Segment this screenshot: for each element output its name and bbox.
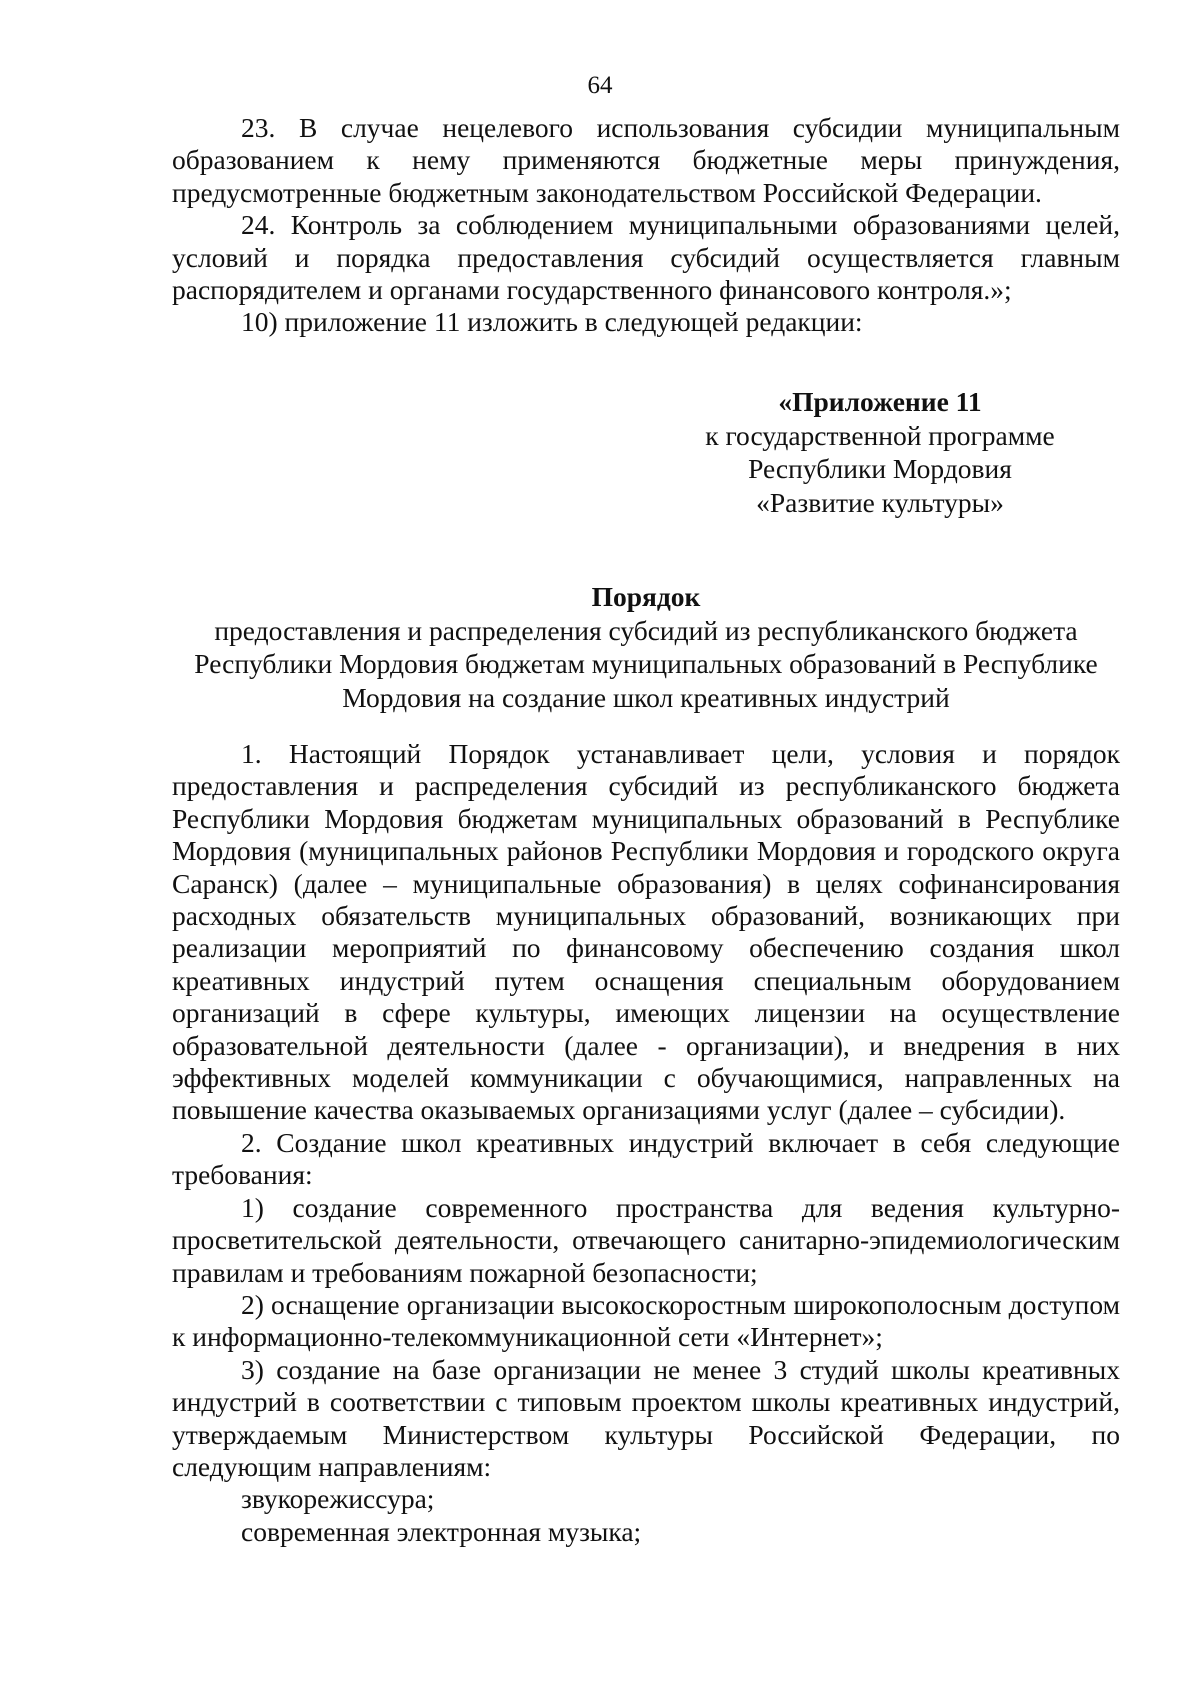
appendix-line-3: «Развитие культуры» <box>756 486 1004 518</box>
requirement-3: 3) создание на базе организации не менее 3 студий школы креативных индустрий в соответствии с типовым проектом школы креативных индустрий, утверждаемым Министерством культуры Российской Федерации, по следующим направлениям: <box>172 1353 1120 1482</box>
paragraph-10-appendix-note: 10) приложение 11 изложить в следующей редакции: <box>241 306 863 338</box>
direction-item: звукорежиссура; <box>241 1483 435 1515</box>
paragraph-23: 23. В случае нецелевого использования субсидии муниципальным образованием к нему применяются бюджетные меры принуждения, предусмотренные бюджетным законодательством Российской Федерации. <box>172 112 1120 208</box>
requirement-2: 2) оснащение организации высокоскоростным широкополосным доступом к информационно-телекоммуникационной сети «Интернет»; <box>172 1288 1120 1353</box>
paragraph-24: 24. Контроль за соблюдением муниципальными образованиями целей, условий и порядка предоставления субсидий осуществляется главным распорядителем и органами государственного финансового контроля.»; <box>172 209 1120 306</box>
document-subtitle-line-2: Республики Мордовия бюджетам муниципальных образований в Республике <box>194 648 1098 679</box>
appendix-title: «Приложение 11 <box>778 386 982 417</box>
appendix-line-1: к государственной программе <box>705 419 1055 451</box>
paragraph-2: 2. Создание школ креативных индустрий включает в себя следующие требования: <box>172 1126 1120 1191</box>
requirement-1: 1) создание современного пространства для ведения культурно-просветительской деятельности, отвечающего санитарно-эпидемиологическим правилам и требованиям пожарной безопасности; <box>172 1191 1120 1288</box>
paragraph-1: 1. Настоящий Порядок устанавливает цели, условия и порядок предоставления и распределения субсидий из республиканского бюджета Республики Мордовия бюджетам муниципальных образований в Республике Мордовия (муниципальных районов Республики Мордовия и городского округа Саранск) (далее – муниципальные образования) в целях софинансирования расходных обязательств муниципальных образований, возникающих при реализации мероприятий по финансовому обеспечению создания школ креативных индустрий путем оснащения специальным оборудованием организаций в сфере культуры, имеющих лицензии на осуществление образовательной деятельности (далее - организации), и внедрения в них эффективных моделей коммуникации с обучающимися, направленных на повышение качества оказываемых организациями услуг (далее – субсидии). <box>172 738 1120 1126</box>
document-title-block <box>172 580 1120 714</box>
document-title: Порядок <box>591 581 701 612</box>
page-number: 64 <box>587 72 613 99</box>
main-body <box>172 738 1120 1548</box>
intro-section <box>172 112 1120 339</box>
direction-item: современная электронная музыка; <box>241 1515 642 1547</box>
appendix-line-2: Республики Мордовия <box>748 453 1012 484</box>
document-subtitle-line-3: Мордовия на создание школ креативных индустрий <box>342 681 950 713</box>
document-subtitle-line-1: предоставления и распределения субсидий из республиканского бюджета <box>214 614 1078 646</box>
appendix-header <box>660 385 1100 519</box>
